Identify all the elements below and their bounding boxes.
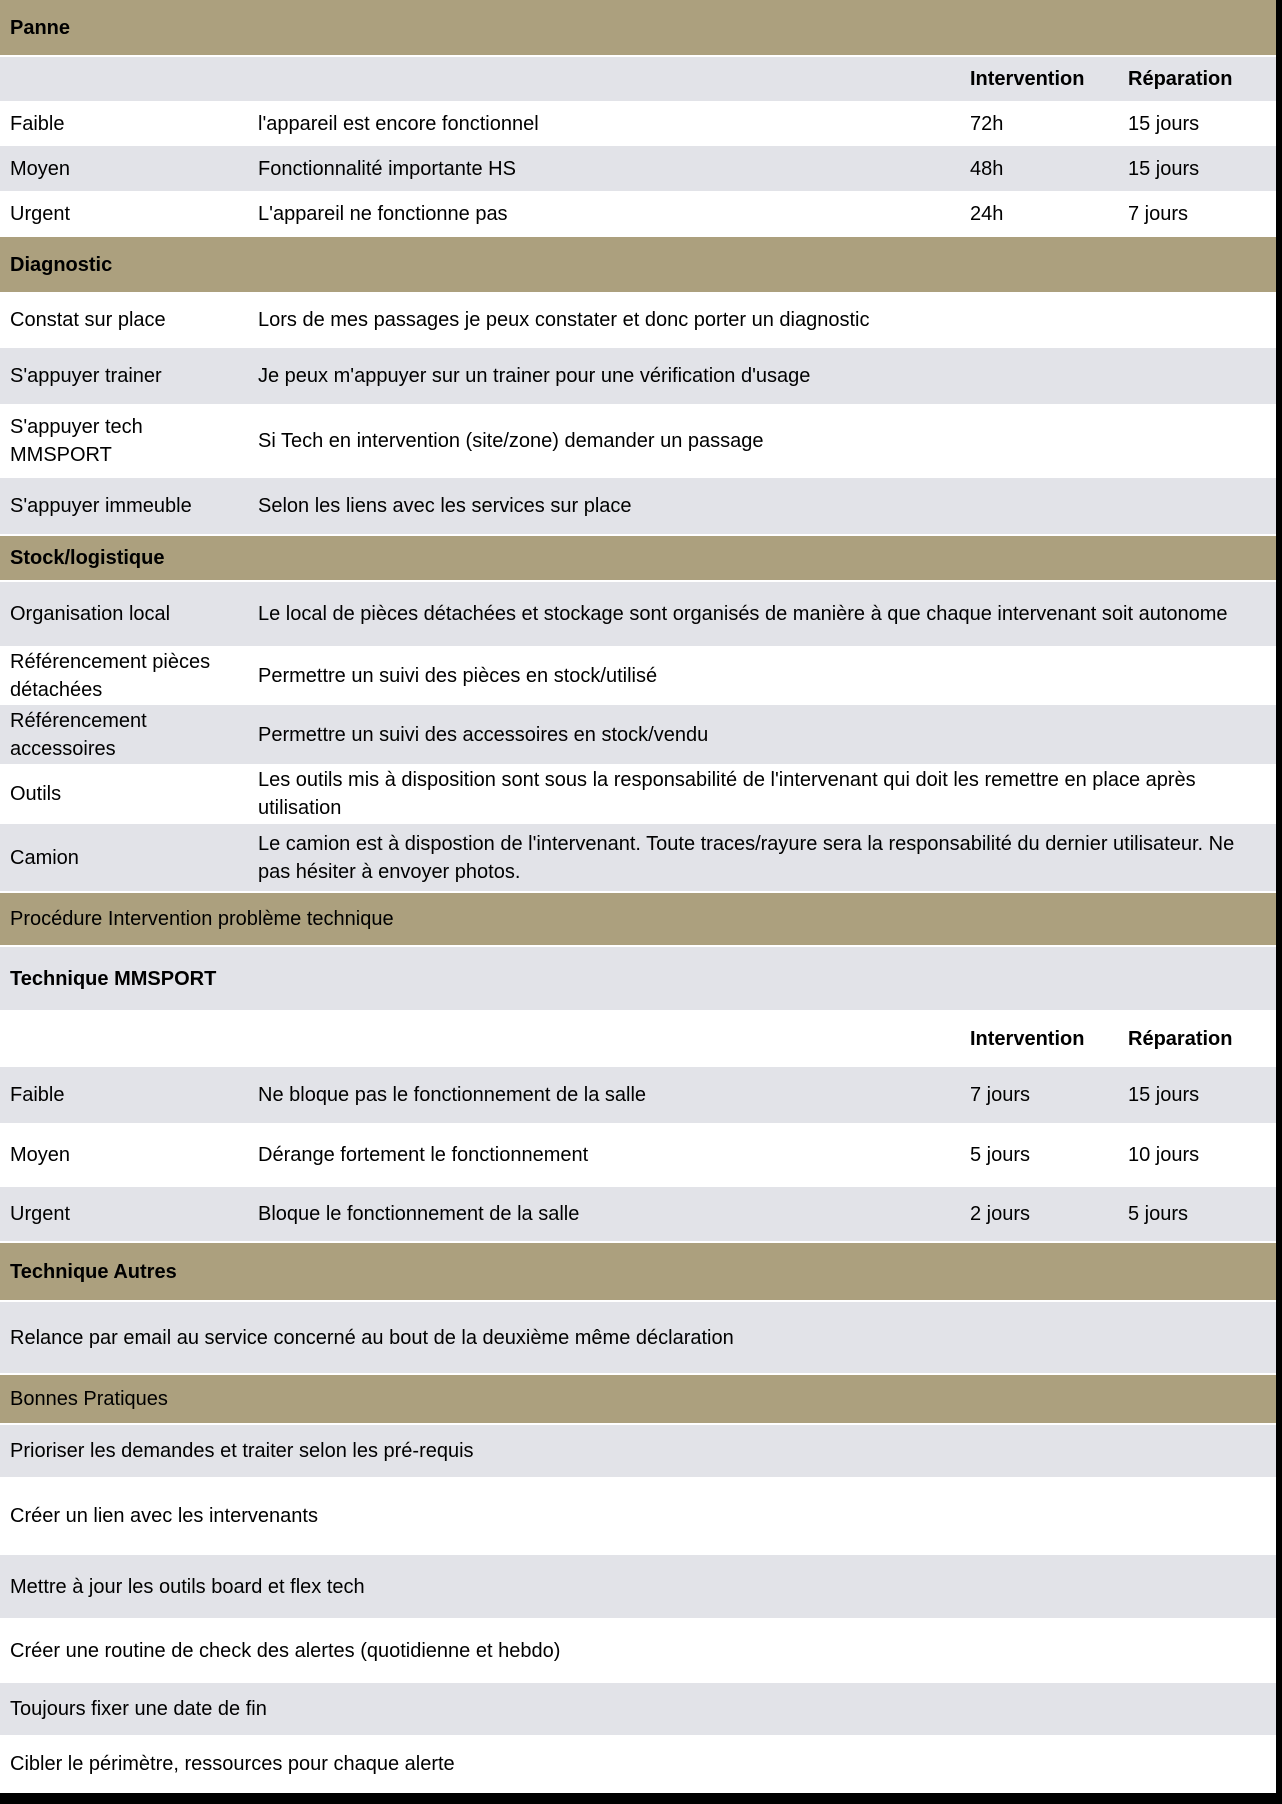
severity-description: Fonctionnalité importante HS [258,157,516,180]
panne-row-faible [0,101,1276,146]
diagnostic-description: Je peux m'appuyer sur un trainer pour une vérification d'usage [258,365,811,387]
diagnostic-row-tech-mmsport [0,404,1276,478]
practice-text: Mettre à jour les outils board et flex tech [10,1575,365,1598]
stock-row-outils [0,764,1276,824]
page-bottom-edge [0,1793,1276,1804]
severity-description: l'appareil est encore fonctionnel [258,112,539,135]
stock-description: Les outils mis à disposition sont sous la responsabilité de l'intervenant qui doit les remettre en place après utilisation [258,769,1196,819]
diagnostic-description: Si Tech en intervention (site/zone) demander un passage [258,430,764,452]
stock-label: Camion [10,846,79,869]
practice-text: Créer une routine de check des alertes (quotidienne et hebdo) [10,1639,561,1662]
section-header-stock-logistique [0,536,1276,582]
stock-label: Référencement pièces détachées [10,650,211,701]
severity-description: Bloque le fonctionnement de la salle [258,1203,580,1225]
technique-mmsport-column-header-row [0,1010,1276,1067]
section-header-panne [0,0,1276,57]
technique-mmsport-row-urgent [0,1187,1276,1243]
section-title: Stock/logistique [10,547,165,569]
intervention-delay: 2 jours [970,1203,1031,1225]
column-header-reparation: Réparation [1128,68,1233,90]
panne-row-moyen [0,146,1276,191]
severity-label: Moyen [10,157,71,180]
panne-column-header-row [0,57,1276,101]
stock-description: Le camion est à dispostion de l'intervenant. Toute traces/rayure sera la responsabilité du dernier utilisateur. Ne pas hésiter à envoyer photos. [258,832,1235,883]
diagnostic-row-constat [0,292,1276,348]
intervention-delay: 48h [970,157,1004,180]
technique-mmsport-row-faible [0,1067,1276,1123]
stock-description: Permettre un suivi des accessoires en stock/vendu [258,723,709,746]
section-title: Technique Autres [10,1260,177,1283]
reparation-delay: 10 jours [1128,1144,1200,1166]
severity-label: Faible [10,1084,65,1106]
diagnostic-row-trainer [0,348,1276,404]
intervention-delay: 24h [970,203,1004,225]
section-header-technique-autres [0,1243,1276,1302]
practice-text: Toujours fixer une date de fin [10,1698,267,1720]
section-header-bonnes-pratiques [0,1375,1276,1425]
practice-text: Prioriser les demandes et traiter selon les pré-requis [10,1440,474,1462]
reparation-delay: 5 jours [1128,1203,1189,1225]
technique-mmsport-row-moyen [0,1123,1276,1187]
severity-description: Ne bloque pas le fonctionnement de la salle [258,1084,647,1106]
column-header-intervention: Intervention [970,1027,1085,1050]
bonnes-pratiques-item [0,1683,1276,1735]
practice-text: Créer un lien avec les intervenants [10,1505,318,1527]
reparation-delay: 15 jours [1128,1084,1200,1106]
intervention-delay: 72h [970,112,1004,135]
diagnostic-label: S'appuyer immeuble [10,495,192,517]
technique-autres-note: Relance par email au service concerné au bout de la deuxième même déclaration [10,1326,734,1349]
severity-label: Moyen [10,1144,71,1166]
severity-label: Urgent [10,203,71,225]
reparation-delay: 15 jours [1128,112,1200,135]
bonnes-pratiques-item [0,1618,1276,1683]
stock-label: Organisation local [10,603,171,625]
bonnes-pratiques-item [0,1477,1276,1555]
bonnes-pratiques-item [0,1425,1276,1477]
diagnostic-description: Selon les liens avec les services sur place [258,495,632,517]
diagnostic-label: S'appuyer tech MMSPORT [10,416,143,466]
section-title: Diagnostic [10,253,113,276]
severity-description: L'appareil ne fonctionne pas [258,203,508,225]
section-header-diagnostic [0,237,1276,292]
stock-row-organisation-local [0,582,1276,646]
bonnes-pratiques-item [0,1735,1276,1793]
stock-row-referencement-accessoires [0,705,1276,764]
section-header-procedure-intervention [0,893,1276,947]
stock-label: Référencement accessoires [10,709,147,760]
intervention-delay: 7 jours [970,1084,1031,1106]
practice-text: Cibler le périmètre, ressources pour chaque alerte [10,1753,455,1775]
severity-description: Dérange fortement le fonctionnement [258,1144,589,1166]
diagnostic-label: S'appuyer trainer [10,365,162,387]
stock-row-camion [0,824,1276,893]
severity-label: Urgent [10,1203,71,1225]
section-title: Procédure Intervention problème technique [10,908,394,930]
reparation-delay: 15 jours [1128,157,1200,180]
diagnostic-description: Lors de mes passages je peux constater et donc porter un diagnostic [258,309,870,331]
reparation-delay: 7 jours [1128,203,1189,225]
panne-row-urgent [0,191,1276,237]
intervention-delay: 5 jours [970,1144,1031,1166]
bonnes-pratiques-item [0,1555,1276,1618]
section-title: Technique MMSPORT [10,967,217,990]
section-title: Bonnes Pratiques [10,1388,168,1410]
diagnostic-label: Constat sur place [10,309,166,331]
section-header-technique-mmsport [0,947,1276,1010]
diagnostic-row-immeuble [0,478,1276,536]
column-header-intervention: Intervention [970,68,1085,90]
stock-row-referencement-pieces [0,646,1276,705]
stock-description: Permettre un suivi des pièces en stock/utilisé [258,664,658,687]
column-header-reparation: Réparation [1128,1027,1233,1050]
section-title: Panne [10,16,71,39]
stock-label: Outils [10,783,62,805]
technique-autres-note-row [0,1302,1276,1375]
stock-description: Le local de pièces détachées et stockage sont organisés de manière à que chaque intervenant soit autonome [258,603,1228,625]
severity-label: Faible [10,112,65,135]
